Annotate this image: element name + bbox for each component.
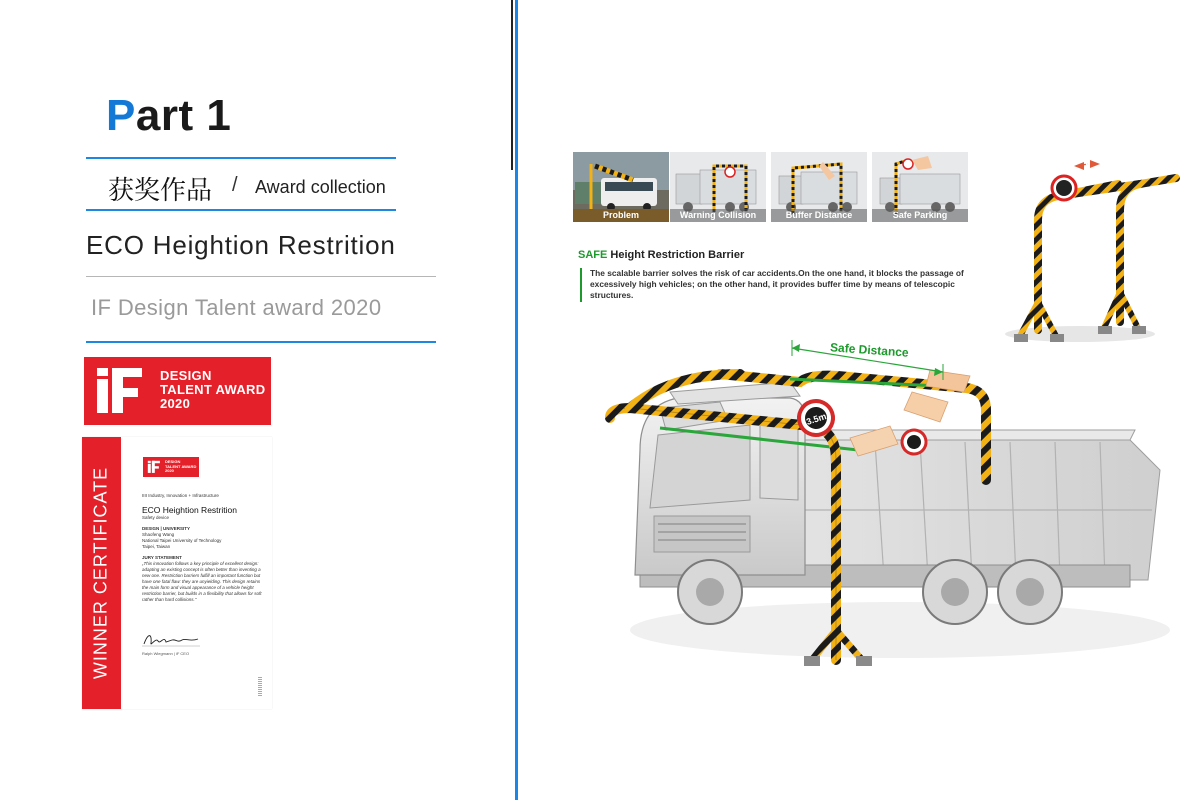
if-logo-icon xyxy=(94,365,146,417)
truck-barrier-illustration xyxy=(600,330,1170,670)
category-en: Award collection xyxy=(255,177,386,197)
certificate-location: Taipei, Taiwan xyxy=(142,544,171,549)
if-badge-line: DESIGN xyxy=(160,368,212,383)
category-cn: 获奖作品 xyxy=(108,176,213,206)
certificate-category: IIII Industry, Innovation + Infrastructure xyxy=(142,493,219,498)
mini-badge-line: 2020 xyxy=(165,468,174,473)
certificate-signer: Ralph Wiegmann | iF CEO xyxy=(142,651,190,656)
certificate-side-text: WINNER CERTIFICATE xyxy=(90,466,111,680)
certificate-subtitle: Safety device xyxy=(142,515,170,520)
thumbnail-buffer-distance xyxy=(771,152,867,222)
thumbnail-caption: Safe Parking xyxy=(872,209,968,222)
certificate-code-mark xyxy=(258,677,262,697)
safe-heading xyxy=(578,249,744,261)
thumbnail-caption: Warning Collision xyxy=(670,209,766,222)
mini-badge-line: DESIGN xyxy=(165,459,181,464)
page-divider-dark xyxy=(511,0,513,170)
safe-heading-accent: SAFE xyxy=(578,249,608,261)
certificate-design-heading: DESIGN | UNIVERSITY xyxy=(142,526,191,531)
certificate-jury-statement: „This innovation follows a key principle of excellent design: adapting an existing concept is often better than inventing a new one. Restriction barriers fulfill an important function but have one fatal flaw: they are unyielding. This design retains the main form and visual appearance of a vehicle height restriction barrier, but builds in a flexibility that allows for soft rather than hard collisions." xyxy=(142,561,262,602)
rule-mid xyxy=(86,209,396,211)
safe-distance-label: Safe Distance xyxy=(829,340,910,360)
thumbnail-safe-parking xyxy=(872,152,968,222)
sign-label: 3.5m xyxy=(805,411,828,427)
winner-certificate xyxy=(82,437,272,709)
safe-heading-rest: Height Restriction Barrier xyxy=(607,249,745,261)
if-award-badge xyxy=(84,357,271,425)
safe-accent-bar xyxy=(580,268,582,302)
part-title xyxy=(106,91,232,140)
safe-description: The scalable barrier solves the risk of car accidents.On the one hand, it blocks the passage of excessively high vehicles; on the other hand, it provides buffer time by means of telescopic structures. xyxy=(590,268,964,300)
barrier-gate-illustration xyxy=(1000,152,1190,347)
certificate-mini-badge xyxy=(143,457,199,477)
part-title-accent: P xyxy=(106,91,136,140)
signature-icon xyxy=(142,631,202,649)
certificate-designer: Shaofeng Wang xyxy=(142,532,175,537)
project-name: ECO Heightion Restrition xyxy=(86,230,396,260)
mini-badge-line: TALENT AWARD xyxy=(165,463,197,469)
rule-bottom xyxy=(86,341,436,343)
rule-thin xyxy=(86,276,436,277)
thumbnail-caption: Buffer Distance xyxy=(771,209,867,222)
certificate-jury-heading: JURY STATEMENT xyxy=(142,555,182,560)
certificate-university: National Taipei University of Technology xyxy=(142,538,222,543)
category-separator: / xyxy=(232,174,238,196)
page-divider xyxy=(515,0,518,800)
award-line: IF Design Talent award 2020 xyxy=(91,295,382,320)
if-badge-line: 2020 xyxy=(160,396,191,411)
rule-top xyxy=(86,157,396,159)
certificate-mini-badge-text xyxy=(165,460,196,474)
certificate-title: ECO Heightion Restrition xyxy=(142,505,237,515)
if-badge-line: TALENT AWARD xyxy=(160,382,266,397)
thumbnail-problem xyxy=(573,152,669,222)
certificate-side-band xyxy=(82,437,121,709)
certificate-body xyxy=(142,493,267,603)
thumbnail-warning-collision xyxy=(670,152,766,222)
part-title-rest: art 1 xyxy=(135,91,232,140)
thumbnail-caption: Problem xyxy=(573,209,669,222)
if-badge-text xyxy=(160,369,265,411)
if-logo-icon xyxy=(147,460,161,474)
